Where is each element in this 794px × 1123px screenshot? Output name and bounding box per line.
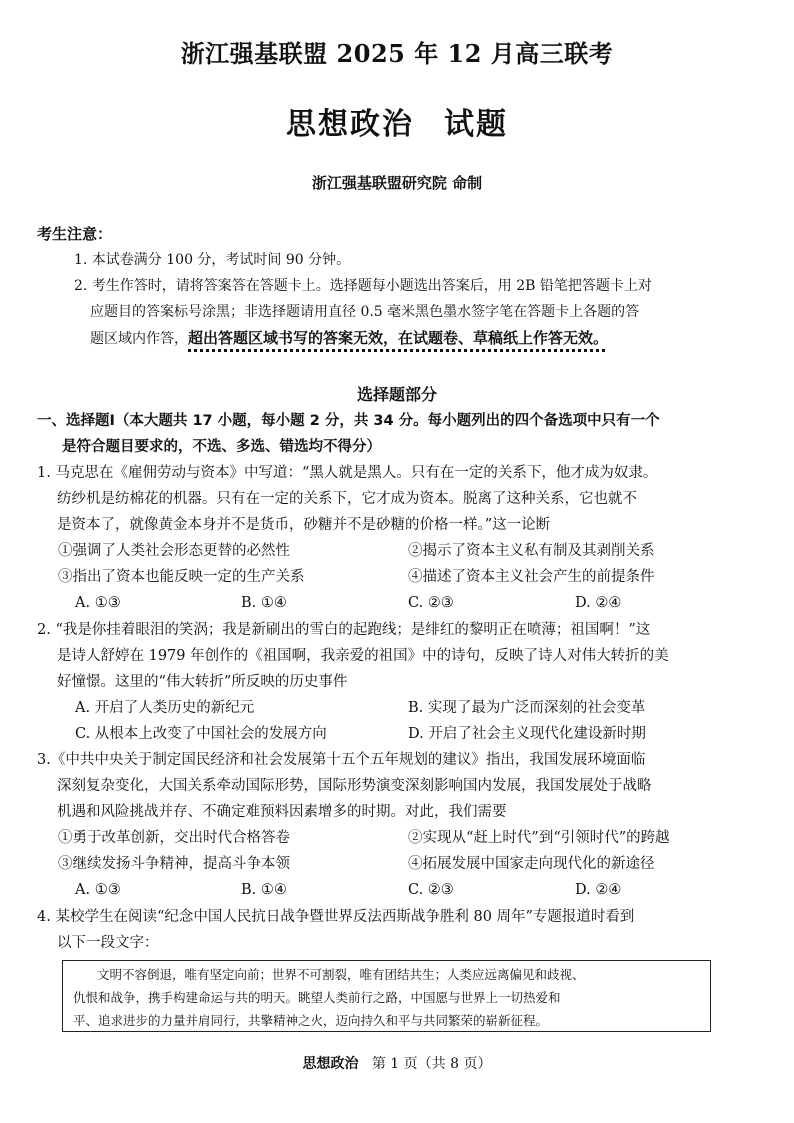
q1-choice-a[interactable]: A. ①③ — [75, 595, 121, 611]
q3-stem-line-1: 3.《中共中央关于制定国民经济和社会发展第十五个五年规划的建议》指出，我国发展环境面临 — [37, 752, 646, 768]
q1-stem-line-3: 是资本了，就像黄金本身并不是货币，砂糖并不是砂糖的价格一样。”这一论断 — [57, 517, 551, 533]
q2-choice-a[interactable]: A. 开启了人类历史的新纪元 — [75, 700, 255, 716]
q2-stem-line-2: 是诗人舒婷在 1979 年创作的《祖国啊，我亲爱的祖国》中的诗句，反映了诗人对伟大转折的美 — [57, 648, 669, 664]
q3-choice-d[interactable]: D. ②④ — [575, 882, 622, 898]
notice-heading: 考生注意： — [37, 225, 113, 243]
part1-instruction — [37, 408, 660, 434]
q1-stem-line-2: 纺纱机是纺棉花的机器。只有在一定的关系下，它才成为资本。脱离了这种关系，它也就不 — [57, 491, 637, 507]
q3-statement-2: ②实现从“赶上时代”到“引领时代”的跨越 — [408, 830, 670, 846]
part1-instruction-line-2: 是符合题目要求的，不选、多选、错选均不得分） — [62, 439, 381, 455]
q3-statement-4: ④拓展发展中国家走向现代化的新途径 — [408, 856, 655, 872]
q2-stem-line-3: 好憧憬。这里的“伟大转折”所反映的历史事件 — [57, 674, 348, 690]
page-footer — [0, 1053, 794, 1073]
q2-choice-d[interactable]: D. 开启了社会主义现代化建设新时期 — [408, 726, 646, 742]
footer-subject: 思想政治 — [302, 1056, 359, 1072]
q2-choice-c[interactable]: C. 从根本上改变了中国社会的发展方向 — [75, 726, 327, 742]
q3-choice-a[interactable]: A. ①③ — [75, 882, 121, 898]
q4-quote-line-1: 文明不容倒退，唯有坚定向前；世界不可割裂，唯有团结共生；人类应远离偏见和歧视、 — [97, 967, 585, 982]
q1-choice-c[interactable]: C. ②③ — [408, 595, 454, 611]
issuer: 浙江强基联盟研究院 命制 — [311, 174, 483, 192]
notice-item-1: 1. 本试卷满分 100 分，考试时间 90 分钟。 — [74, 252, 351, 268]
q3-statement-3: ③继续发扬斗争精神，提高斗争本领 — [58, 856, 290, 872]
exam-title: 浙江强基联盟 2025 年 12 月高三联考 — [180, 39, 614, 68]
notice-item-2-line-2: 应题目的答案标号涂黑；非选择题请用直径 0.5 毫米黑色墨水签字笔在答题卡上各题的答 — [90, 304, 640, 320]
subject-name: 思想政治 — [286, 107, 414, 142]
q3-choice-b[interactable]: B. ①④ — [241, 882, 287, 898]
q1-statement-3: ③指出了资本也能反映一定的生产关系 — [58, 569, 305, 585]
q4-quote-box — [62, 960, 711, 1032]
q1-statement-4: ④描述了资本主义社会产生的前提条件 — [408, 569, 655, 585]
q1-statement-1: ①强调了人类社会形态更替的必然性 — [58, 543, 290, 559]
q4-quote-line-3: 平、追求进步的力量并肩同行，共擎精神之火，迈向持久和平与共同繁荣的崭新征程。 — [73, 1013, 549, 1028]
q3-choice-c[interactable]: C. ②③ — [408, 882, 454, 898]
q3-statement-1: ①勇于改革创新，交出时代合格答卷 — [58, 830, 290, 846]
q1-stem-line-1: 1. 马克思在《雇佣劳动与资本》中写道：“黑人就是黑人。只有在一定的关系下，他才成为奴隶。 — [37, 465, 658, 481]
q1-choice-b[interactable]: B. ①④ — [241, 595, 287, 611]
section-title: 选择题部分 — [356, 385, 437, 404]
part1-rules: 本大题共 17 小题，每小题 2 分，共 34 分。每小题列出的四个备选项中只有一个 — [129, 413, 660, 429]
q4-stem-line-1: 4. 某校学生在阅读“纪念中国人民抗日战争暨世界反法西斯战争胜利 80 周年”专题报道时看到 — [37, 909, 635, 925]
notice-item-2-plain: 题区域内作答， — [90, 331, 188, 347]
subject-title — [0, 99, 794, 143]
q2-stem-line-1: 2. “我是你挂着眼泪的笑涡；我是新刷出的雪白的起跑线；是绯红的黎明正在喷薄；祖国啊！”这 — [37, 622, 651, 638]
q4-stem-line-2: 以下一段文字： — [57, 935, 159, 951]
q1-statement-2: ②揭示了资本主义私有制及其剥削关系 — [408, 543, 655, 559]
q3-stem-line-3: 机遇和风险挑战并存、不确定难预料因素增多的时期。对此，我们需要 — [57, 804, 507, 820]
notice-item-2-line-1: 2. 考生作答时，请将答案答在答题卡上。选择题每小题选出答案后，用 2B 铅笔把答题卡上对 — [74, 278, 652, 294]
part1-label: 一、选择题Ⅰ（ — [37, 413, 130, 429]
q2-choice-b[interactable]: B. 实现了最为广泛而深刻的社会变革 — [408, 700, 646, 716]
notice-emphasis: 超出答题区域书写的答案无效，在试题卷、草稿纸上作答无效。 — [188, 329, 609, 347]
notice-item-2-line-3 — [90, 325, 608, 352]
page-number: 第 1 页（共 8 页） — [371, 1056, 492, 1072]
q1-choice-d[interactable]: D. ②④ — [575, 595, 622, 611]
subject-suffix: 试题 — [444, 107, 508, 142]
q4-quote-line-2: 仇恨和战争，携手构建命运与共的明天。眺望人类前行之路，中国愿与世界上一切热爱和 — [73, 990, 561, 1005]
q3-stem-line-2: 深刻复杂变化，大国关系牵动国际形势，国际形势演变深刻影响国内发展，我国发展处于战略 — [57, 778, 652, 794]
